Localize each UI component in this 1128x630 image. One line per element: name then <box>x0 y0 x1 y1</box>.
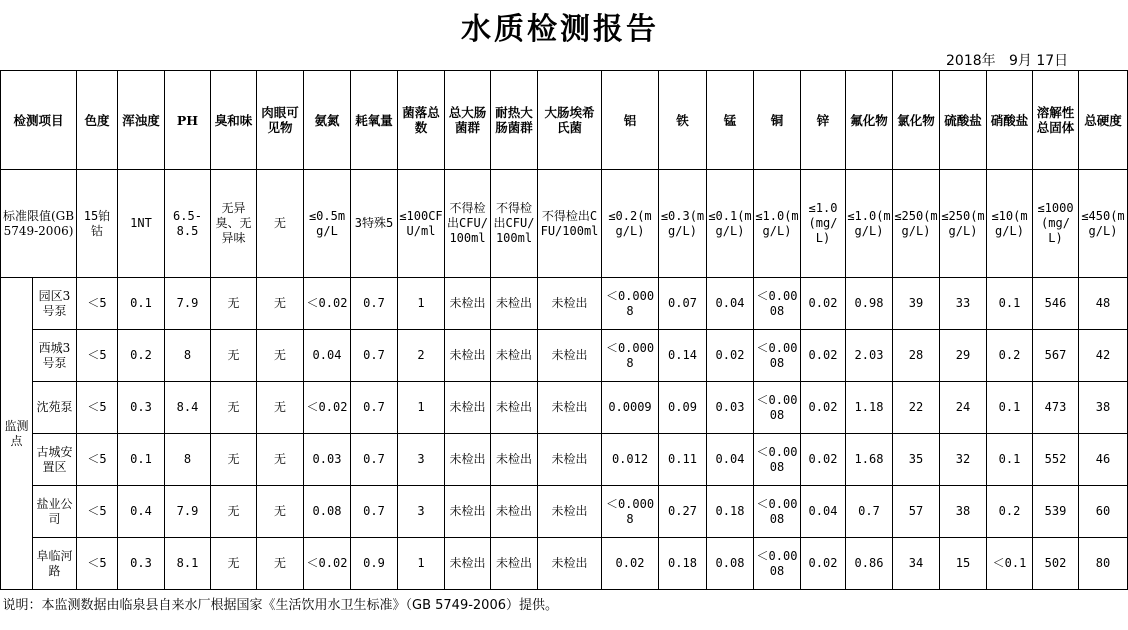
table-cell: 1.18 <box>846 382 893 434</box>
table-cell: 0.7 <box>351 434 398 486</box>
table-cell: 未检出 <box>538 486 602 538</box>
table-cell: ＜0.02 <box>304 278 351 330</box>
table-cell: ＜0.0008 <box>602 278 659 330</box>
site-name: 园区3号泵 <box>33 278 77 330</box>
table-cell: ＜5 <box>77 538 118 590</box>
table-cell: 1 <box>398 382 445 434</box>
table-cell: ＜5 <box>77 330 118 382</box>
table-cell: 38 <box>1079 382 1128 434</box>
standard-value: 不得检出CFU/100ml <box>491 170 538 278</box>
site-name: 西城3号泵 <box>33 330 77 382</box>
table-cell: 0.02 <box>801 434 846 486</box>
table-cell: 未检出 <box>538 382 602 434</box>
table-cell: 无 <box>257 278 304 330</box>
report-title: 水质检测报告 <box>461 12 659 47</box>
column-header: 氨氮 <box>304 71 351 170</box>
table-cell: 未检出 <box>445 486 491 538</box>
standard-value: 无异臭、无异味 <box>211 170 257 278</box>
table-cell: 0.9 <box>351 538 398 590</box>
monitoring-point-group: 监测点 <box>1 278 33 590</box>
header-item-label: 检测项目 <box>1 71 77 170</box>
table-cell: 0.27 <box>659 486 707 538</box>
table-cell: ＜0.0008 <box>754 382 801 434</box>
table-cell: 0.04 <box>304 330 351 382</box>
table-cell: 0.04 <box>707 434 754 486</box>
table-cell: 8 <box>165 434 211 486</box>
table-cell: 0.11 <box>659 434 707 486</box>
table-cell: 无 <box>211 382 257 434</box>
table-cell: 0.1 <box>987 434 1033 486</box>
standard-limit-row <box>1 170 1128 278</box>
site-name: 沈苑泵 <box>33 382 77 434</box>
table-cell: 未检出 <box>445 278 491 330</box>
column-header: 浑浊度 <box>118 71 165 170</box>
table-cell: 2 <box>398 330 445 382</box>
site-name: 古城安置区 <box>33 434 77 486</box>
table-cell: 未检出 <box>491 330 538 382</box>
standard-value: 15铂钴 <box>77 170 118 278</box>
table-cell: 无 <box>257 434 304 486</box>
table-cell: 3 <box>398 486 445 538</box>
standard-value: ≤1.0(mg/L) <box>801 170 846 278</box>
site-name: 阜临河路 <box>33 538 77 590</box>
table-cell: ＜0.0008 <box>754 434 801 486</box>
table-cell: 未检出 <box>538 278 602 330</box>
table-cell: 0.0009 <box>602 382 659 434</box>
column-header: 锰 <box>707 71 754 170</box>
table-cell: 无 <box>211 486 257 538</box>
standard-value: ≤10(mg/L) <box>987 170 1033 278</box>
table-cell: 80 <box>1079 538 1128 590</box>
table-cell: 8.1 <box>165 538 211 590</box>
column-header: 总大肠菌群 <box>445 71 491 170</box>
column-header: 臭和味 <box>211 71 257 170</box>
table-cell: 0.08 <box>707 538 754 590</box>
table-cell: 无 <box>211 434 257 486</box>
table-cell: ＜5 <box>77 278 118 330</box>
table-cell: 无 <box>257 538 304 590</box>
table-cell: 0.2 <box>118 330 165 382</box>
standard-value: ≤450(mg/L) <box>1079 170 1128 278</box>
table-cell: 546 <box>1033 278 1079 330</box>
table-row <box>1 330 1128 382</box>
table-cell: 57 <box>893 486 940 538</box>
table-cell: 0.02 <box>801 278 846 330</box>
standard-value: ≤1.0(mg/L) <box>754 170 801 278</box>
table-cell: 0.7 <box>351 486 398 538</box>
table-cell: 0.1 <box>987 278 1033 330</box>
table-cell: ＜0.0008 <box>754 538 801 590</box>
table-cell: 0.03 <box>304 434 351 486</box>
report-note: 说明：本监测数据由临泉县自来水厂根据国家《生活饮用水卫生标准》（GB 5749-2006）提供。 <box>1 590 1128 621</box>
standard-value: ≤0.1(mg/L) <box>707 170 754 278</box>
table-cell: 0.012 <box>602 434 659 486</box>
table-row <box>1 278 1128 330</box>
standard-value: ≤0.3(mg/L) <box>659 170 707 278</box>
column-header: 锌 <box>801 71 846 170</box>
table-cell: 22 <box>893 382 940 434</box>
table-cell: 0.04 <box>801 486 846 538</box>
standard-value: ≤250(mg/L) <box>893 170 940 278</box>
scrollbar-edge <box>1124 70 1128 590</box>
standard-value: 不得检出CFU/100ml <box>445 170 491 278</box>
water-quality-table <box>0 70 1128 620</box>
column-header: 氯化物 <box>893 71 940 170</box>
table-cell: 0.03 <box>707 382 754 434</box>
table-cell: 0.02 <box>801 330 846 382</box>
standard-label: 标准限值(GB5749-2006) <box>1 170 77 278</box>
table-cell: 29 <box>940 330 987 382</box>
table-cell: 无 <box>257 382 304 434</box>
table-cell: 0.02 <box>801 382 846 434</box>
column-header: 大肠埃希氏菌 <box>538 71 602 170</box>
standard-value: 1NT <box>118 170 165 278</box>
header-row <box>1 71 1128 170</box>
table-cell: 1 <box>398 538 445 590</box>
table-cell: 48 <box>1079 278 1128 330</box>
table-row <box>1 434 1128 486</box>
table-cell: 42 <box>1079 330 1128 382</box>
column-header: 耐热大肠菌群 <box>491 71 538 170</box>
table-cell: 34 <box>893 538 940 590</box>
table-cell: 38 <box>940 486 987 538</box>
table-cell: ＜5 <box>77 434 118 486</box>
table-cell: 无 <box>211 538 257 590</box>
table-cell: 0.7 <box>351 330 398 382</box>
table-cell: 0.4 <box>118 486 165 538</box>
table-cell: ＜0.02 <box>304 538 351 590</box>
standard-value: ≤1000(mg/L) <box>1033 170 1079 278</box>
standard-value: ≤250(mg/L) <box>940 170 987 278</box>
standard-value: ≤0.5mg/L <box>304 170 351 278</box>
table-cell: 0.98 <box>846 278 893 330</box>
column-header: 菌落总数 <box>398 71 445 170</box>
table-cell: 无 <box>211 330 257 382</box>
site-name: 盐业公司 <box>33 486 77 538</box>
table-cell: 无 <box>211 278 257 330</box>
table-cell: 0.1 <box>987 382 1033 434</box>
table-cell: ＜0.02 <box>304 382 351 434</box>
table-cell: ＜0.0008 <box>602 330 659 382</box>
table-cell: 0.1 <box>118 434 165 486</box>
table-cell: 0.1 <box>118 278 165 330</box>
table-cell: 0.02 <box>707 330 754 382</box>
table-cell: 8.4 <box>165 382 211 434</box>
column-header: 铁 <box>659 71 707 170</box>
standard-value: 不得检出CFU/100ml <box>538 170 602 278</box>
column-header: 溶解性总固体 <box>1033 71 1079 170</box>
table-cell: 无 <box>257 486 304 538</box>
table-cell: 0.02 <box>801 538 846 590</box>
table-cell: 0.7 <box>351 278 398 330</box>
standard-value: ≤1.0(mg/L) <box>846 170 893 278</box>
table-cell: 0.07 <box>659 278 707 330</box>
table-cell: 539 <box>1033 486 1079 538</box>
table-cell: 473 <box>1033 382 1079 434</box>
table-cell: 46 <box>1079 434 1128 486</box>
table-cell: 未检出 <box>445 434 491 486</box>
table-cell: 0.7 <box>351 382 398 434</box>
table-cell: 未检出 <box>491 434 538 486</box>
table-cell: 未检出 <box>491 278 538 330</box>
table-cell: 0.86 <box>846 538 893 590</box>
table-row <box>1 382 1128 434</box>
table-row <box>1 486 1128 538</box>
column-header: 氟化物 <box>846 71 893 170</box>
table-cell: 33 <box>940 278 987 330</box>
table-cell: 未检出 <box>445 538 491 590</box>
table-cell: ＜0.0008 <box>754 330 801 382</box>
table-cell: 1 <box>398 278 445 330</box>
table-cell: 0.3 <box>118 382 165 434</box>
table-cell: 7.9 <box>165 486 211 538</box>
column-header: 硫酸盐 <box>940 71 987 170</box>
table-cell: ＜0.1 <box>987 538 1033 590</box>
table-cell: ＜0.0008 <box>754 278 801 330</box>
column-header: 色度 <box>77 71 118 170</box>
table-cell: 60 <box>1079 486 1128 538</box>
table-cell: 0.7 <box>846 486 893 538</box>
column-header: 耗氧量 <box>351 71 398 170</box>
column-header: 肉眼可见物 <box>257 71 304 170</box>
table-cell: 2.03 <box>846 330 893 382</box>
table-cell: 32 <box>940 434 987 486</box>
table-cell: 502 <box>1033 538 1079 590</box>
table-cell: 0.09 <box>659 382 707 434</box>
column-header: 总硬度 <box>1079 71 1128 170</box>
table-cell: 0.14 <box>659 330 707 382</box>
column-header: 铜 <box>754 71 801 170</box>
table-cell: 0.02 <box>602 538 659 590</box>
table-cell: 0.18 <box>659 538 707 590</box>
table-cell: 未检出 <box>445 382 491 434</box>
table-cell: 未检出 <box>445 330 491 382</box>
table-row <box>1 538 1128 590</box>
column-header: 铝 <box>602 71 659 170</box>
table-body <box>1 71 1128 621</box>
table-cell: 未检出 <box>538 538 602 590</box>
standard-value: ≤100CFU/ml <box>398 170 445 278</box>
table-cell: 15 <box>940 538 987 590</box>
column-header: 硝酸盐 <box>987 71 1033 170</box>
table-cell: ＜5 <box>77 382 118 434</box>
table-cell: ＜0.0008 <box>602 486 659 538</box>
table-cell: 0.2 <box>987 330 1033 382</box>
table-cell: 24 <box>940 382 987 434</box>
standard-value: 3特殊5 <box>351 170 398 278</box>
table-cell: 3 <box>398 434 445 486</box>
table-cell: ＜0.0008 <box>754 486 801 538</box>
table-cell: 39 <box>893 278 940 330</box>
table-cell: 552 <box>1033 434 1079 486</box>
table-cell: 35 <box>893 434 940 486</box>
table-cell: 未检出 <box>491 382 538 434</box>
table-cell: 0.2 <box>987 486 1033 538</box>
standard-value: 6.5-8.5 <box>165 170 211 278</box>
table-cell: 1.68 <box>846 434 893 486</box>
table-cell: ＜5 <box>77 486 118 538</box>
report-date: 2018年 9月 17日 <box>946 53 1069 69</box>
standard-value: 无 <box>257 170 304 278</box>
table-cell: 7.9 <box>165 278 211 330</box>
table-cell: 567 <box>1033 330 1079 382</box>
table-cell: 未检出 <box>538 434 602 486</box>
table-cell: 未检出 <box>491 486 538 538</box>
note-row <box>1 590 1128 621</box>
table-cell: 8 <box>165 330 211 382</box>
table-cell: 未检出 <box>491 538 538 590</box>
column-header: PH <box>165 71 211 170</box>
table-cell: 0.3 <box>118 538 165 590</box>
table-cell: 未检出 <box>538 330 602 382</box>
table-cell: 28 <box>893 330 940 382</box>
table-cell: 0.04 <box>707 278 754 330</box>
table-cell: 无 <box>257 330 304 382</box>
table-cell: 0.08 <box>304 486 351 538</box>
table-cell: 0.18 <box>707 486 754 538</box>
standard-value: ≤0.2(mg/L) <box>602 170 659 278</box>
